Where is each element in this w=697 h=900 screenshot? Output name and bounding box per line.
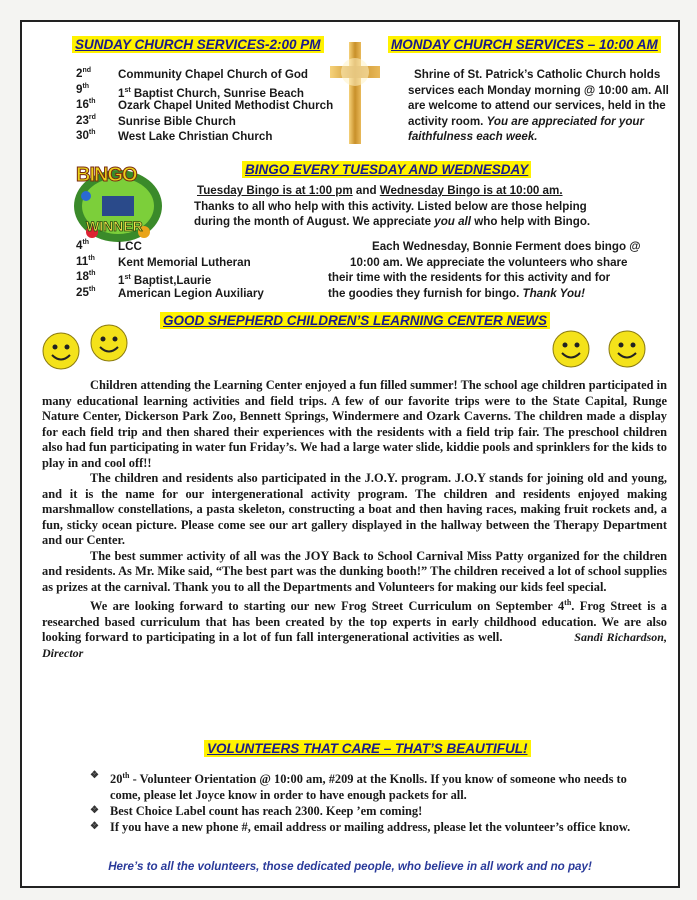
tuesday-time: Tuesday Bingo is at 1:00 pm — [197, 184, 353, 197]
day-suffix: th — [88, 285, 96, 293]
schedule-row — [76, 286, 264, 301]
ordinal-suffix: st — [124, 86, 131, 94]
diamond-bullet-icon: ❖ — [90, 770, 99, 781]
learning-center-heading: GOOD SHEPHERD CHILDREN’S LEARNING CENTER NEWS — [160, 312, 550, 329]
volunteer-bullet: ❖ 20th - Volunteer Orientation @ 10:00 am, #209 at the Knolls. If you know of someone who needs to come, please let Joyce know in order to have enough packets for all. — [90, 770, 627, 803]
smiley-icon — [550, 328, 592, 370]
volunteers-footer: Here’s to all the volunteers, those dedicated people, who believe in all work and no pay! — [108, 860, 592, 873]
ordinal-suffix: st — [124, 274, 131, 281]
schedule-day: 2nd — [76, 67, 92, 80]
monday-services-text — [408, 67, 678, 145]
schedule-church: LCC — [118, 240, 142, 253]
diamond-bullet-icon: ❖ — [90, 821, 99, 833]
schedule-church: Ozark Chapel United Methodist Church — [118, 99, 334, 112]
smiley-icon — [88, 322, 130, 364]
wed-line: Each Wednesday, Bonnie Ferment does bingo @ — [372, 240, 641, 253]
monday-appreciation: You are appreciated for your — [486, 114, 645, 128]
volunteer-bullet: ❖ If you have a new phone #, email address or mailing address, please let the volunteer’s office know. — [90, 820, 631, 835]
learning-center-article — [42, 378, 667, 661]
monday-line: are welcome to attend our services, held in the — [408, 99, 666, 112]
schedule-day: 25th — [76, 285, 96, 299]
article-paragraph: The best summer activity of all was the JOY Back to School Carnival Miss Patty organized for the children and residents. As Mr. Mike said, “The best part was the dunking booth!” The children received a lot of school supplies as prizes at the carnival. Thank you to all the Departments and Volunteers for making our kids feel special. — [42, 548, 667, 594]
day-suffix: th — [88, 254, 95, 262]
schedule-church: 1st Baptist Church, Sunrise Beach — [118, 86, 304, 100]
schedule-day: 11th — [76, 254, 95, 268]
schedule-row — [76, 114, 236, 129]
cross-icon — [330, 42, 380, 144]
schedule-day: 9th — [76, 82, 90, 96]
day-suffix: th — [88, 270, 96, 278]
volunteers-list — [90, 768, 650, 835]
day-suffix: th — [82, 82, 90, 90]
article-text: We are looking forward to starting our new Frog Street Curriculum on September 4 — [90, 599, 565, 614]
article-paragraph — [42, 595, 667, 661]
smiley-icon — [606, 328, 648, 370]
bingo-heading: BINGO EVERY TUESDAY AND WEDNESDAY — [242, 161, 531, 178]
schedule-day: 30th — [76, 129, 96, 142]
day-suffix: rd — [88, 113, 96, 121]
article-sup: th — [564, 598, 572, 607]
sunday-heading: SUNDAY CHURCH SERVICES-2:00 PM — [72, 36, 324, 53]
bingo-and: and — [352, 184, 380, 197]
schedule-church: Kent Memorial Lutheran — [118, 255, 251, 269]
schedule-church: American Legion Auxiliary — [118, 286, 264, 300]
schedule-row — [76, 98, 333, 113]
wed-line-part: the goodies they furnish for bingo. — [328, 286, 523, 300]
article-text: . Frog Street is a researched based curriculum that has been created by the top experts in early childhood education. We are also looking forward to participating in a lot of fun fall intergenerational activities as well. — [42, 599, 667, 645]
monday-line: services each Monday morning @ 10:00 am. All — [408, 83, 669, 97]
monday-line-part: activity room. — [408, 114, 487, 128]
wednesday-bingo-text — [328, 239, 668, 301]
schedule-row — [76, 270, 211, 285]
schedule-day: 23rd — [76, 113, 96, 127]
monday-line — [408, 114, 678, 130]
day-suffix: th — [88, 98, 96, 106]
schedule-church: West Lake Christian Church — [118, 130, 273, 143]
wed-thank-you: Thank You! — [522, 286, 585, 300]
article-paragraph: The children and residents also participated in the J.O.Y. program. J.O.Y stands for joining old and young, and it is the name for our intergenerational activity program. The children and residents enjoyed making marshmallow constellations, a pasta skeleton, constructing a boat and then having races, making fruit rockets and, a fun, sticky ocean picture. Please come see our art gallery displayed in the hallway between the Therapy Department and our Center. — [42, 471, 667, 547]
newsletter-page — [20, 20, 680, 888]
bingo-you-all: you all — [434, 215, 471, 228]
bingo-text — [194, 183, 664, 230]
monday-appreciation-end: faithfulness each week. — [408, 130, 538, 143]
wed-line: 10:00 am. We appreciate the volunteers who share — [350, 255, 628, 269]
schedule-row — [76, 239, 142, 254]
schedule-row — [76, 83, 304, 98]
schedule-row — [76, 129, 272, 144]
monday-line: Shrine of St. Patrick’s Catholic Church holds — [414, 68, 661, 81]
schedule-church: Sunrise Bible Church — [118, 114, 236, 128]
volunteers-heading: VOLUNTEERS THAT CARE – THAT’S BEAUTIFUL! — [204, 740, 531, 757]
wed-line — [328, 286, 668, 302]
schedule-day: 18th — [76, 270, 96, 283]
bingo-times — [194, 183, 664, 199]
day-suffix: th — [82, 239, 90, 247]
wednesday-time: Wednesday Bingo is at 10:00 am. — [379, 184, 563, 197]
schedule-row — [76, 67, 308, 82]
schedule-row — [76, 255, 251, 270]
bingo-thanks-line — [194, 214, 664, 230]
volunteer-bullet: ❖ Best Choice Label count has reach 2300. Keep ’em coming! — [90, 804, 423, 819]
bingo-thanks-part: during the month of August. We appreciate — [194, 215, 435, 228]
diamond-bullet-icon: ❖ — [90, 805, 99, 817]
bingo-thanks-line: Thanks to all who help with this activity. Listed below are those helping — [194, 199, 587, 213]
bingo-thanks-part: who help with Bingo. — [471, 215, 591, 228]
day-suffix: nd — [82, 67, 92, 75]
monday-line — [408, 129, 678, 145]
smiley-icon — [40, 330, 82, 372]
bingo-logo-bottom: WINNER — [86, 218, 143, 234]
schedule-day: 16th — [76, 98, 96, 111]
ordinal-suffix: th — [122, 771, 130, 780]
article-paragraph: Children attending the Learning Center enjoyed a fun filled summer! The school age children participated in many educational learning activities and field trips. A few of our favorite trips were to the State Capital, Runge Nature Center, Dickerson Park Zoo, Bennett Springs, Windermere and Ozark Caverns. The children made a display for each field trip and then shared their experiences with the residents with a field trip fair. The preschool children also had fun participating in water fun Friday’s. We had a large water slide, kiddie pools and sprinklers for the kids to play in and cool off!! — [42, 378, 667, 470]
article-signature: Sandi Richardson, Director — [42, 630, 667, 660]
monday-heading: MONDAY CHURCH SERVICES – 10:00 AM — [388, 36, 661, 53]
day-suffix: th — [88, 129, 96, 137]
wed-line: their time with the residents for this activity and for — [328, 271, 611, 284]
schedule-church: 1st Baptist,Laurie — [118, 273, 212, 287]
bingo-logo-top: BINGO — [76, 164, 137, 186]
schedule-day: 4th — [76, 239, 90, 252]
schedule-church: Community Chapel Church of God — [118, 68, 309, 81]
